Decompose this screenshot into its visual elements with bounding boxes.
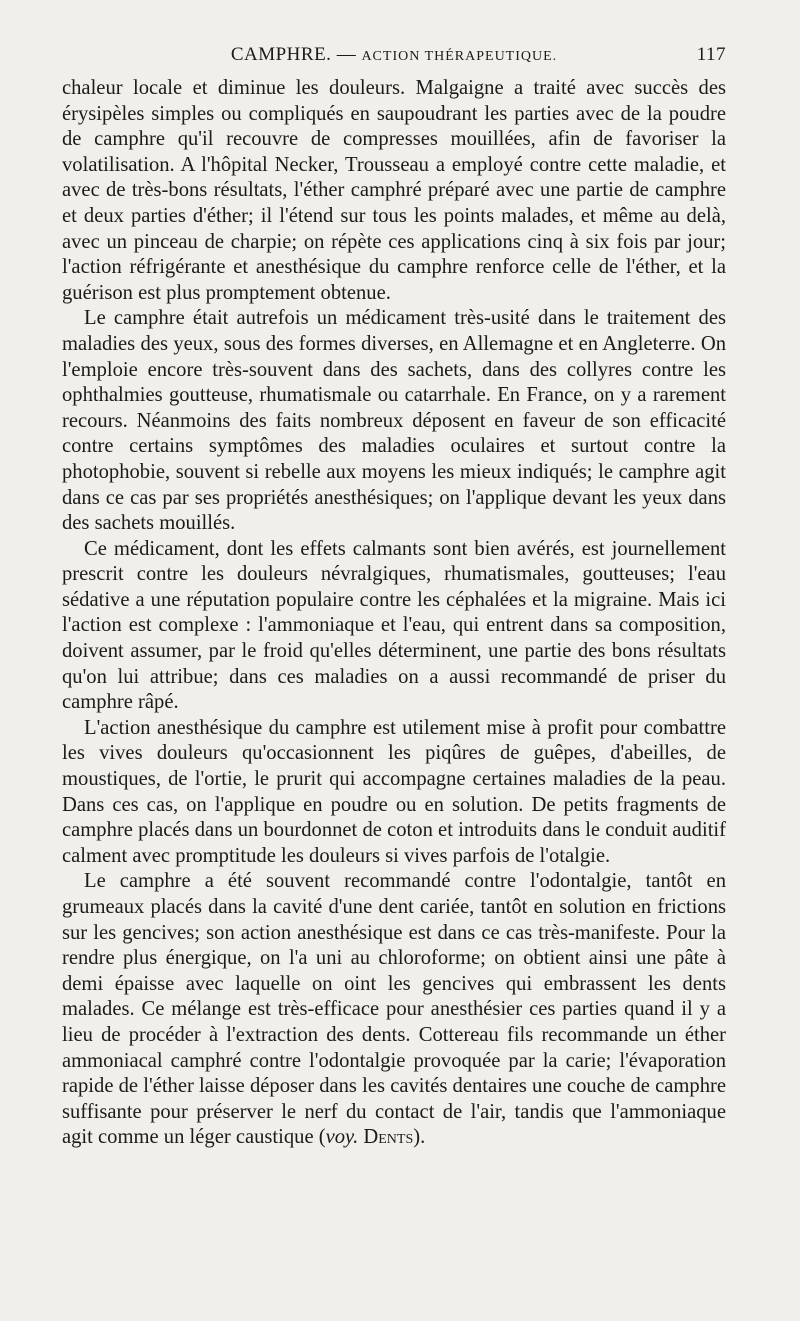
running-title-main: CAMPHRE.	[230, 44, 332, 65]
paragraph: L'action anesthésique du camphre est utilement mise à profit pour combattre les vives douleurs qu'occasionnent les piqûres de guêpes, d'abeilles, de moustiques, de l'ortie, le prurit qui accompagne certaines maladies de la peau. Dans ces cas, on l'applique en poudre ou en solution. De petits fragments de camphre placés dans un bourdonnet de coton et introduits dans le conduit auditif calment avec promptitude les douleurs si vives parfois de l'otalgie.	[62, 716, 726, 867]
paragraph-last	[62, 869, 726, 1151]
paragraph: chaleur locale et diminue les douleurs. Malgaigne a traité avec succès des érysipèles simples ou compliqués en saupoudrant les parties avec de la poudre de camphre qu'il recouvre de compresses mouillées, afin de favoriser la volatilisation. A l'hôpital Necker, Trousseau a employé contre cette maladie, et avec de très-bons résultats, l'éther camphré préparé avec une partie de camphre et deux parties d'éther; il l'étend sur tous les points malades, et même au delà, avec un pinceau de charpie; on répète ces applications cinq à six fois par jour; l'action réfrigérante et anesthésique du camphre renforce celle de l'éther, et la guérison est plus promptement obtenue.	[62, 77, 726, 304]
running-title	[62, 44, 726, 66]
cross-reference-voy: voy.	[325, 1126, 359, 1149]
paragraph: Le camphre était autrefois un médicament très-usité dans le traitement des maladies des yeux, sous des formes diverses, en Allemagne et en Angleterre. On l'emploie encore très-souvent dans des sachets, dans des collyres contre les ophthalmies goutteuse, rhumatismale ou catarrhale. En France, on y a rarement recours. Néanmoins des faits nombreux déposent en faveur de son efficacité contre certains symptômes des maladies oculaires et surtout contre la photophobie, souvent si rebelle aux moyens les mieux indiqués; le camphre agit dans ce cas par ses propriétés anesthésiques; on l'applique devant les yeux dans des sachets mouillés.	[62, 307, 726, 535]
running-title-sub: ACTION THÉRAPEUTIQUE.	[361, 49, 558, 64]
paragraph: Ce médicament, dont les effets calmants sont bien avérés, est journellement prescrit contre les douleurs névralgiques, rhumatismales, goutteuses; l'eau sédative a une réputation populaire contre les céphalées et la migraine. Mais ici l'action est complexe : l'ammoniaque et l'eau, qui entrent dans sa composition, doivent assumer, par le froid qu'elles déterminent, une partie des bons résultats qu'on lui attribue; dans ces maladies on a aussi recommandé de priser du camphre râpé.	[62, 537, 726, 714]
page-number: 117	[696, 44, 726, 65]
text-body	[62, 76, 726, 1151]
paragraph-text: Le camphre a été souvent recommandé contre l'odontalgie, tantôt en grumeaux placés dans la cavité d'une dent cariée, tantôt en solution en frictions sur les gencives; son action anesthésique est dans ce cas très-manifeste. Pour la rendre plus énergique, on l'a uni au chloroforme; on obtient ainsi une pâte à demi épaisse avec laquelle on oint les gencives qui embrassent les dents malades. Ce mélange est très-efficace pour anesthésier ces parties quand il y a lieu de procéder à l'extraction des dents. Cottereau fils recommande un éther ammoniacal camphré contre l'odontalgie provoquée par la carie; l'évaporation rapide de l'éther laisse déposer dans les cavités dentaires une couche de camphre suffisante pour préserver le nerf du contact de l'air, tandis que l'ammoniaque agit comme un léger caustique (	[62, 870, 726, 1149]
running-header	[62, 44, 726, 72]
cross-reference-end: ).	[413, 1126, 426, 1149]
cross-reference-target: Dents	[363, 1126, 414, 1149]
running-title-separator: —	[331, 44, 362, 65]
